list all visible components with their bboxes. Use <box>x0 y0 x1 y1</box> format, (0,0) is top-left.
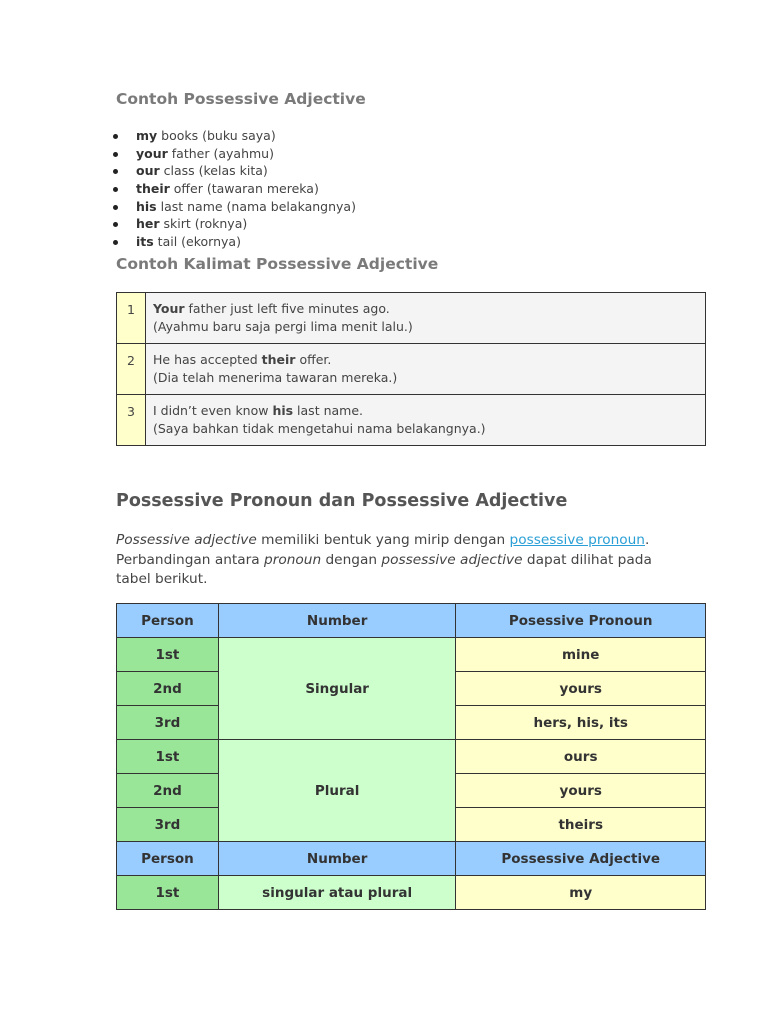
list-item <box>116 180 516 198</box>
possessive-word: their <box>261 352 296 367</box>
list-item <box>116 127 516 145</box>
table-header-row <box>117 842 706 876</box>
possessive-pronoun-link[interactable]: possessive pronoun <box>509 532 645 548</box>
sentence-text: offer. <box>295 352 332 367</box>
comparison-table <box>116 603 706 910</box>
possessive-word: your <box>136 145 168 161</box>
italic-term: Possessive adjective <box>116 532 257 548</box>
possessive-word: their <box>136 181 170 197</box>
header-possessive-pronoun: Posessive Pronoun <box>456 604 706 638</box>
person-cell: 2nd <box>117 672 219 706</box>
person-cell: 1st <box>117 740 219 774</box>
list-item <box>116 198 516 216</box>
section-title-examples: Contoh Possessive Adjective <box>116 90 366 108</box>
table-row <box>117 344 706 395</box>
paragraph-text: memiliki bentuk yang mirip dengan <box>256 532 510 548</box>
table-header-row <box>117 604 706 638</box>
possessive-word: her <box>136 216 160 232</box>
possessive-word: its <box>136 234 154 250</box>
row-number: 1 <box>117 293 146 344</box>
sentence-text: I didn’t even know <box>153 403 273 418</box>
row-number: 2 <box>117 344 146 395</box>
header-number: Number <box>218 842 456 876</box>
header-possessive-adjective: Possessive Adjective <box>456 842 706 876</box>
intro-paragraph <box>116 531 656 590</box>
person-cell: 1st <box>117 638 219 672</box>
example-text: skirt (roknya) <box>159 216 248 232</box>
bullet-icon <box>113 240 118 245</box>
pronoun-cell: theirs <box>456 808 706 842</box>
paragraph-text: . Perbandingan antara <box>116 532 650 568</box>
sentence-cell <box>146 344 706 395</box>
adjective-cell: my <box>456 876 706 910</box>
translation-text: (Ayahmu baru saja pergi lima menit lalu.) <box>153 318 413 334</box>
table-row <box>117 395 706 446</box>
sentence-text: father just left five minutes ago. <box>184 301 390 316</box>
paragraph-text: dapat dilihat pada tabel berikut. <box>116 551 652 587</box>
list-item <box>116 215 516 233</box>
example-text: offer (tawaran mereka) <box>169 181 319 197</box>
header-person: Person <box>117 604 219 638</box>
italic-term: possessive adjective <box>381 551 523 568</box>
paragraph-text: dengan <box>321 551 382 568</box>
person-cell: 3rd <box>117 808 219 842</box>
list-item <box>116 145 516 163</box>
table-row <box>117 740 706 774</box>
section-title-sentences: Contoh Kalimat Possessive Adjective <box>116 255 439 273</box>
bullet-icon <box>113 169 118 174</box>
example-text: books (buku saya) <box>157 128 276 143</box>
example-text: last name (nama belakangnya) <box>156 198 356 214</box>
bullet-icon <box>113 222 118 227</box>
list-item <box>116 162 516 180</box>
example-text: class (kelas kita) <box>159 163 268 179</box>
pronoun-cell: mine <box>456 638 706 672</box>
possessive-word: his <box>136 198 157 214</box>
table-row <box>117 638 706 672</box>
possessive-word: our <box>136 163 160 179</box>
pronoun-cell: ours <box>456 740 706 774</box>
table-row <box>117 293 706 344</box>
sentence-cell <box>146 293 706 344</box>
list-item <box>116 233 516 251</box>
bullet-icon <box>113 134 118 139</box>
header-person: Person <box>117 842 219 876</box>
sentence-text: He has accepted <box>153 352 262 367</box>
pronoun-cell: yours <box>456 672 706 706</box>
sentence-cell <box>146 395 706 446</box>
translation-text: (Saya bahkan tidak mengetahui nama belakangnya.) <box>153 420 486 436</box>
bullet-icon <box>113 205 118 210</box>
sentences-table <box>116 292 706 446</box>
possessive-word: his <box>272 403 294 418</box>
pronoun-cell: yours <box>456 774 706 808</box>
number-cell: singular atau plural <box>218 876 456 910</box>
possessive-word: my <box>136 128 158 143</box>
header-number: Number <box>218 604 456 638</box>
person-cell: 2nd <box>117 774 219 808</box>
person-cell: 3rd <box>117 706 219 740</box>
number-singular-cell: Singular <box>218 638 456 740</box>
translation-text: (Dia telah menerima tawaran mereka.) <box>153 369 398 385</box>
row-number: 3 <box>117 395 146 446</box>
possessive-word: Your <box>153 301 185 316</box>
section-title-comparison: Possessive Pronoun dan Possessive Adjective <box>116 491 568 511</box>
bullet-icon <box>113 187 118 192</box>
bullet-icon <box>113 152 118 157</box>
number-plural-cell: Plural <box>218 740 456 842</box>
sentence-text: last name. <box>293 403 363 418</box>
pronoun-cell: hers, his, its <box>456 706 706 740</box>
example-text: tail (ekornya) <box>153 234 241 250</box>
italic-term: pronoun <box>264 551 322 568</box>
person-cell: 1st <box>117 876 219 910</box>
example-text: father (ayahmu) <box>167 145 274 161</box>
examples-list <box>116 127 516 251</box>
table-row <box>117 876 706 910</box>
